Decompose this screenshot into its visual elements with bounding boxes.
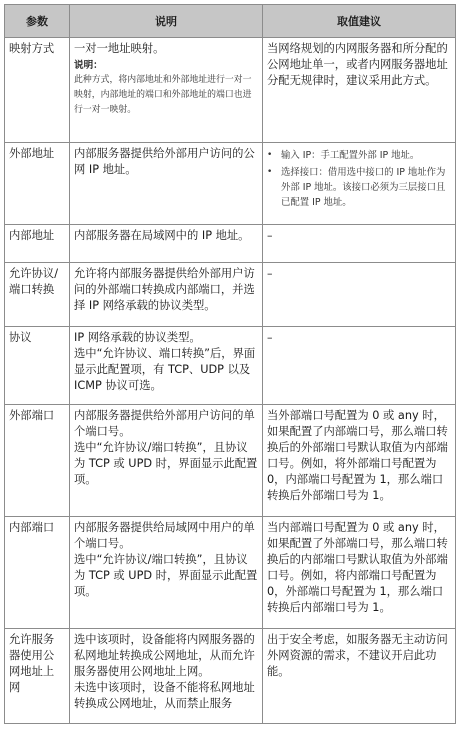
param-cell bbox=[5, 405, 70, 517]
param-cell bbox=[5, 38, 70, 143]
table-row bbox=[5, 225, 456, 263]
description-text: 选中“允许协议/端口转换”，且协议为 TCP 或 UPD 时，界面显示此配置项。 bbox=[74, 553, 258, 598]
description-cell bbox=[70, 143, 263, 225]
advice-cell bbox=[263, 143, 456, 225]
description-cell bbox=[70, 38, 263, 143]
advice-cell bbox=[263, 327, 456, 405]
param-name: 内部端口 bbox=[9, 521, 55, 534]
description-text: 内部服务器在局域网中的 IP 地址。 bbox=[74, 229, 250, 242]
description-cell bbox=[70, 517, 263, 629]
description-text: 选中“允许协议/端口转换”，且协议为 TCP 或 UPD 时，界面显示此配置项。 bbox=[74, 441, 258, 486]
advice-text: – bbox=[267, 229, 273, 242]
param-name: 外部地址 bbox=[9, 147, 55, 160]
description-text: IP 网络承载的协议类型。 bbox=[74, 331, 201, 344]
table-row bbox=[5, 517, 456, 629]
param-name: 允许服务器使用公网地址上网 bbox=[9, 633, 55, 694]
param-cell bbox=[5, 517, 70, 629]
advice-text: 当内部端口号配置为 0 或 any 时，如果配置了外部端口号，那么端口转换后的内部端口号默认取值为外部端口号。例如，将内部端口号配置为 0，外部端口号配置为 1，那么端口转换后内部端口号为 1。 bbox=[267, 521, 448, 614]
advice-cell bbox=[263, 263, 456, 327]
table-row bbox=[5, 143, 456, 225]
param-name: 内部地址 bbox=[9, 229, 55, 242]
advice-text: – bbox=[267, 331, 273, 344]
description-text: 允许将内部服务器提供给外部用户访问的外部端口转换成内部端口，并选择 IP 网络承载的协议类型。 bbox=[74, 267, 255, 312]
description-text: 内部服务器提供给外部用户访问的公网 IP 地址。 bbox=[74, 147, 255, 176]
list-item bbox=[267, 148, 451, 163]
advice-cell bbox=[263, 225, 456, 263]
header-param: 参数 bbox=[5, 5, 70, 38]
bullet-icon: • bbox=[267, 150, 273, 160]
description-text: 内部服务器提供给局域网中用户的单个端口号。 bbox=[74, 521, 255, 550]
table-row bbox=[5, 405, 456, 517]
advice-text: – bbox=[267, 267, 273, 280]
description-cell bbox=[70, 225, 263, 263]
param-cell bbox=[5, 327, 70, 405]
description-cell bbox=[70, 629, 263, 724]
param-cell bbox=[5, 225, 70, 263]
advice-cell bbox=[263, 517, 456, 629]
table-row bbox=[5, 629, 456, 724]
header-advice: 取值建议 bbox=[263, 5, 456, 38]
description-text: 一对一地址映射。 bbox=[74, 42, 165, 55]
note-text: 此种方式，将内部地址和外部地址进行一对一映射，内部地址的端口和外部地址的端口也进行一对一映射。 bbox=[74, 75, 252, 115]
description-cell bbox=[70, 327, 263, 405]
bullet-text: 选择接口：借用选中接口的 IP 地址作为外部 IP 地址。该接口必须为三层接口且已配置 IP 地址。 bbox=[281, 167, 446, 208]
param-name: 映射方式 bbox=[9, 42, 55, 55]
advice-text: 当外部端口号配置为 0 或 any 时，如果配置了内部端口号，那么端口转换后的外部端口号默认取值为内部端口号。例如，将外部端口号配置为 0，内部端口号配置为 1，那么端口转换后外部端口号为 1。 bbox=[267, 409, 448, 502]
list-item bbox=[267, 165, 451, 210]
advice-cell bbox=[263, 405, 456, 517]
description-cell bbox=[70, 405, 263, 517]
param-cell bbox=[5, 143, 70, 225]
parameter-table bbox=[4, 4, 456, 724]
advice-cell bbox=[263, 38, 456, 143]
description-text: 选中该项时，设备能将内网服务器的私网地址转换成公网地址，从而允许服务器使用公网地址上网。 bbox=[74, 633, 255, 678]
advice-cell bbox=[263, 629, 456, 724]
param-name: 协议 bbox=[9, 331, 32, 344]
header-description: 说明 bbox=[70, 5, 263, 38]
param-cell bbox=[5, 263, 70, 327]
table-header-row bbox=[5, 5, 456, 38]
bullet-icon: • bbox=[267, 167, 273, 177]
param-cell bbox=[5, 629, 70, 724]
advice-bullet-list bbox=[267, 148, 451, 210]
bullet-text: 输入 IP：手工配置外部 IP 地址。 bbox=[281, 150, 420, 161]
table-row bbox=[5, 38, 456, 143]
advice-text: 出于安全考虑，如服务器无主动访问外网资源的需求，不建议开启此功能。 bbox=[267, 633, 448, 678]
advice-text: 当网络规划的内网服务器和所分配的公网地址单一，或者内网服务器地址分配无规律时，建议采用此方式。 bbox=[267, 42, 448, 87]
table-row bbox=[5, 263, 456, 327]
description-text: 选中“允许协议、端口转换”后，界面显示此配置项，有 TCP、UDP 以及 ICMP 协议可选。 bbox=[74, 347, 256, 392]
description-text: 内部服务器提供给外部用户访问的单个端口号。 bbox=[74, 409, 255, 438]
description-text: 未选中该项时，设备不能将私网地址转换成公网地址，从而禁止服务 bbox=[74, 681, 255, 710]
note-label: 说明： bbox=[74, 60, 103, 71]
param-name: 允许协议/端口转换 bbox=[9, 267, 58, 296]
param-name: 外部端口 bbox=[9, 409, 55, 422]
table-row bbox=[5, 327, 456, 405]
description-cell bbox=[70, 263, 263, 327]
